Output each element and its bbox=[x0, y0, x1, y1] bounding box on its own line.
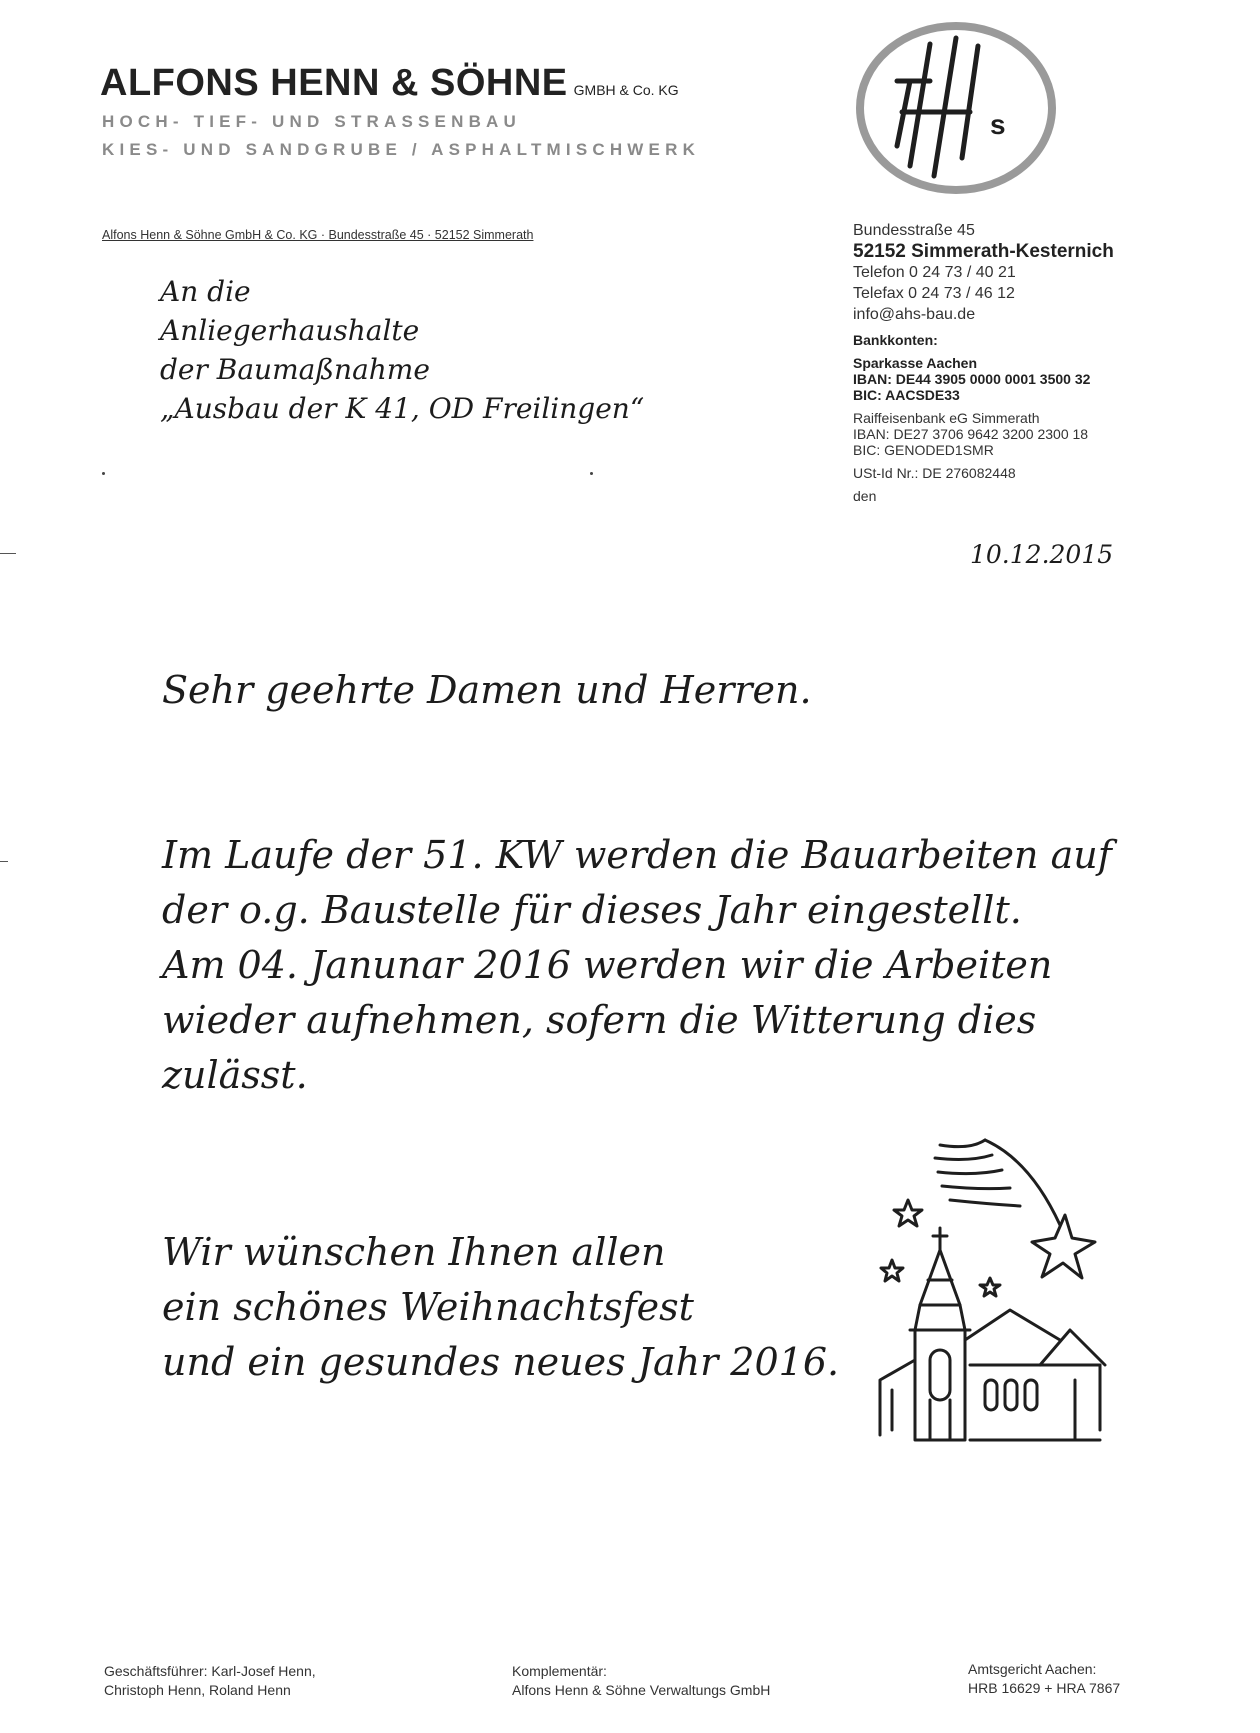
footer-line: Komplementär: bbox=[512, 1663, 607, 1679]
tagline-gravel: KIES- UND SANDGRUBE / ASPHALTMISCHWERK bbox=[102, 140, 701, 159]
recipient-line: An die bbox=[160, 275, 251, 308]
season-greetings bbox=[162, 1225, 839, 1390]
footer-register bbox=[968, 1660, 1120, 1698]
bank-1-iban: IBAN: DE44 3905 0000 0001 3500 32 bbox=[853, 371, 1091, 387]
fold-line bbox=[0, 553, 16, 554]
contact-phone: Telefon 0 24 73 / 40 21 bbox=[853, 264, 1016, 281]
svg-text:s: s bbox=[990, 109, 1006, 140]
bank-2-name: Raiffeisenbank eG Simmerath bbox=[853, 410, 1040, 426]
punch-mark bbox=[0, 861, 8, 862]
recipient-line: der Baumaßnahme bbox=[160, 353, 430, 386]
company-legal-form: GMBH & Co. KG bbox=[573, 82, 679, 98]
body-line: Im Laufe der 51. KW werden die Bauarbeiten auf bbox=[162, 833, 1112, 877]
recipient-line: Anliegerhaushalte bbox=[160, 314, 420, 347]
footer-line: Christoph Henn, Roland Henn bbox=[104, 1682, 291, 1698]
greeting-line: und ein gesundes neues Jahr 2016. bbox=[162, 1340, 840, 1384]
bank-2-iban: IBAN: DE27 3706 9642 3200 2300 18 bbox=[853, 426, 1089, 442]
salutation: Sehr geehrte Damen und Herren. bbox=[162, 668, 812, 712]
company-logo bbox=[852, 16, 1064, 196]
recipient-address bbox=[160, 272, 644, 428]
greeting-line: ein schönes Weihnachtsfest bbox=[162, 1285, 694, 1329]
bank-1-bic: BIC: AACSDE33 bbox=[853, 387, 960, 403]
letter-date: 10.12.2015 bbox=[970, 540, 1114, 569]
body-line: der o.g. Baustelle für dieses Jahr eingestellt. bbox=[162, 888, 1022, 932]
bank-heading: Bankkonten: bbox=[853, 332, 938, 348]
footer-line: HRB 16629 + HRA 7867 bbox=[968, 1680, 1121, 1696]
contact-block bbox=[853, 220, 1114, 504]
letter-body bbox=[162, 828, 1112, 1103]
footer-line: Amtsgericht Aachen: bbox=[968, 1661, 1097, 1677]
contact-street: Bundesstraße 45 bbox=[853, 222, 975, 239]
footer-line: Alfons Henn & Söhne Verwaltungs GmbH bbox=[512, 1682, 771, 1698]
bank-2-bic: BIC: GENODED1SMR bbox=[853, 442, 994, 458]
footer-line: Geschäftsführer: Karl-Josef Henn, bbox=[104, 1663, 316, 1679]
fold-mark bbox=[102, 472, 105, 475]
vat-id: USt-Id Nr.: DE 276082448 bbox=[853, 465, 1016, 481]
body-line: wieder aufnehmen, sofern die Witterung dies bbox=[162, 998, 1037, 1042]
company-name bbox=[100, 62, 679, 105]
recipient-line: „Ausbau der K 41, OD Freilingen“ bbox=[160, 392, 645, 425]
fold-mark bbox=[590, 472, 593, 475]
bank-1-name: Sparkasse Aachen bbox=[853, 355, 977, 371]
company-name-text: ALFONS HENN & SÖHNE bbox=[100, 62, 568, 104]
date-label: den bbox=[853, 488, 877, 504]
church-star-illustration bbox=[870, 1130, 1110, 1450]
footer-general-partner bbox=[512, 1662, 770, 1700]
greeting-line: Wir wünschen Ihnen allen bbox=[162, 1230, 666, 1274]
sender-address-line: Alfons Henn & Söhne GmbH & Co. KG · Bundesstraße 45 · 52152 Simmerath bbox=[102, 228, 534, 242]
body-line: zulässt. bbox=[162, 1053, 308, 1097]
contact-city: 52152 Simmerath-Kesternich bbox=[853, 241, 1114, 262]
footer-management bbox=[104, 1662, 316, 1700]
body-line: Am 04. Janunar 2016 werden wir die Arbeiten bbox=[162, 943, 1053, 987]
contact-email: info@ahs-bau.de bbox=[853, 306, 976, 323]
tagline-construction: HOCH- TIEF- UND STRASSENBAU bbox=[102, 112, 522, 131]
contact-fax: Telefax 0 24 73 / 46 12 bbox=[853, 285, 1015, 302]
